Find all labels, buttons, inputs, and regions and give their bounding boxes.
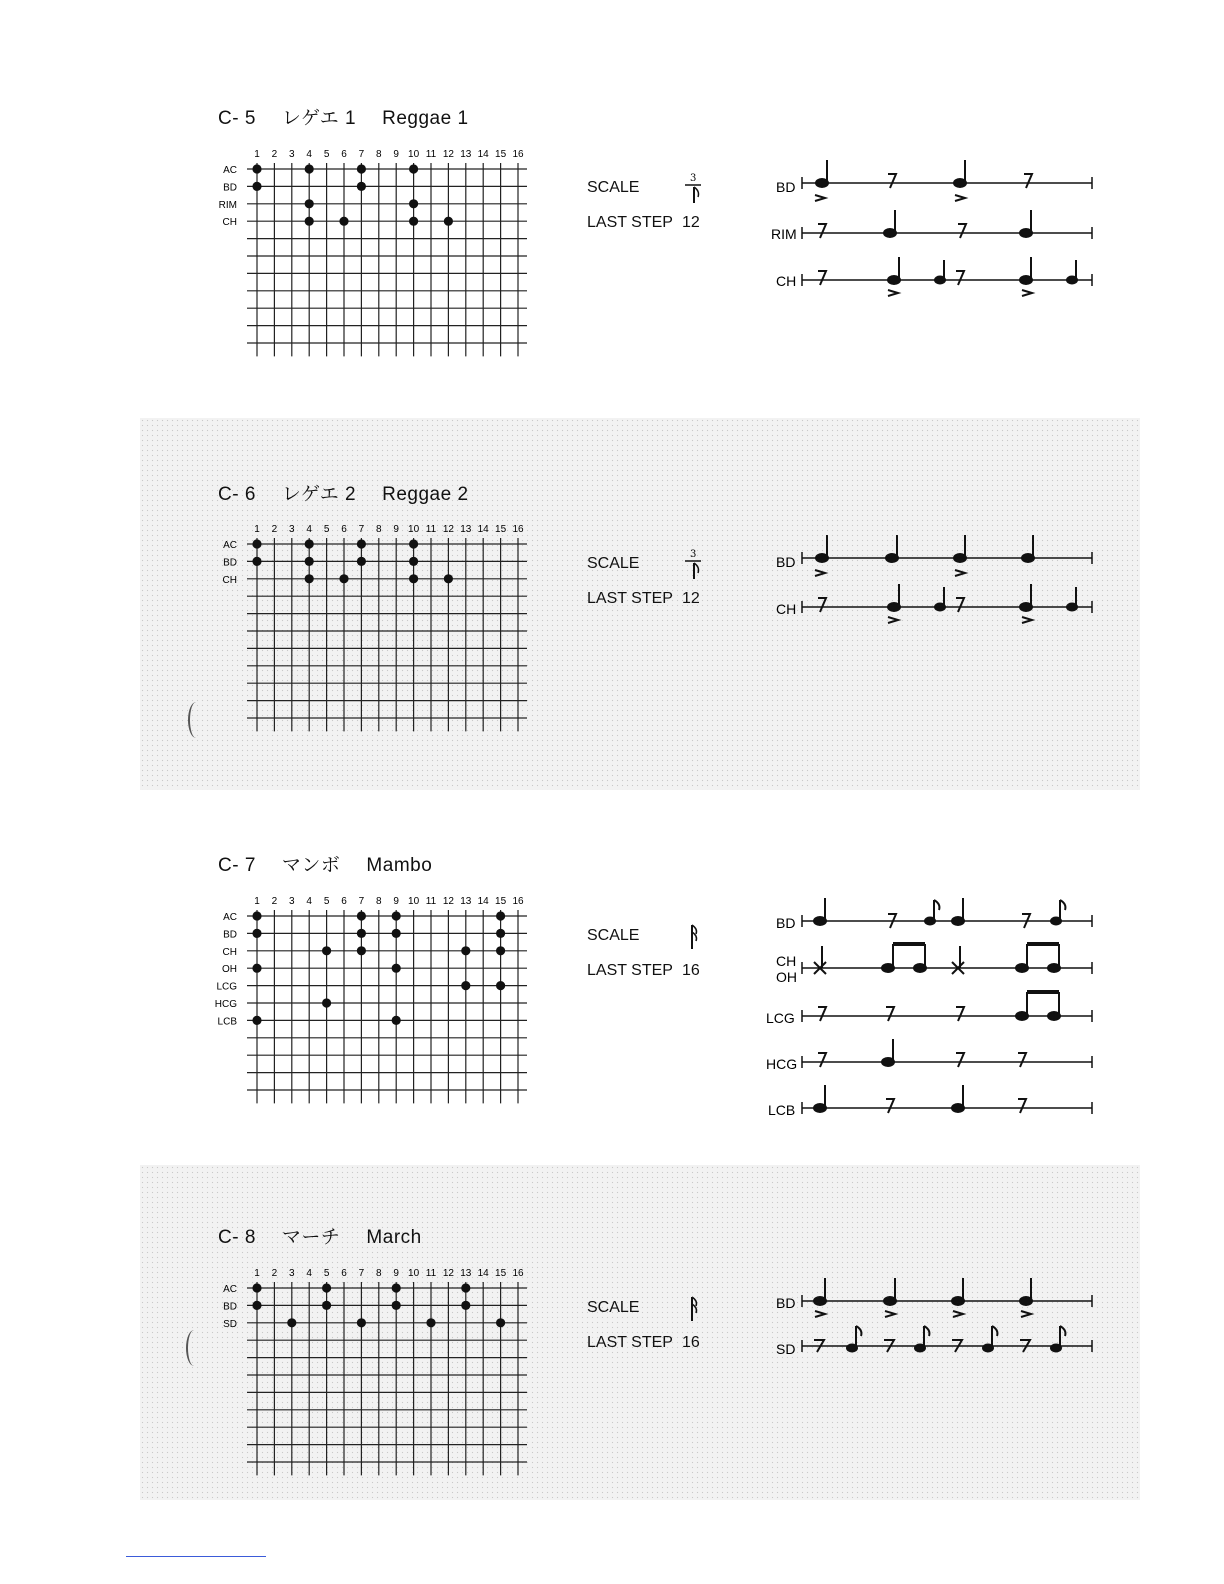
instrument-label: AC	[223, 1284, 237, 1295]
step-number: 11	[425, 149, 437, 160]
step-dot	[322, 1283, 331, 1292]
section-title	[218, 103, 495, 130]
triplet-eighth-note-icon	[682, 171, 704, 205]
step-dot	[409, 199, 418, 208]
step-dot	[357, 946, 366, 955]
step-dot	[444, 217, 453, 226]
step-dot	[252, 1283, 261, 1292]
step-number: 2	[271, 149, 278, 160]
scale-label: SCALE	[587, 554, 640, 572]
step-dot	[357, 929, 366, 938]
scale-label: SCALE	[587, 926, 640, 944]
step-number: 10	[408, 524, 420, 535]
step-number: 14	[477, 1268, 489, 1279]
step-grid	[215, 892, 535, 1107]
staff-label-bd: BD	[776, 554, 796, 570]
punch-hole-mark	[186, 1330, 202, 1366]
step-grid	[215, 1264, 535, 1479]
staff-label-lcg: LCG	[766, 1010, 795, 1026]
pattern-code: C- 7	[218, 855, 256, 876]
step-dot	[322, 1301, 331, 1310]
step-dot	[496, 981, 505, 990]
step-number: 15	[495, 896, 507, 907]
step-number: 4	[306, 524, 312, 535]
step-number: 8	[376, 524, 382, 535]
step-dot	[252, 539, 261, 548]
step-dot	[392, 929, 401, 938]
pattern-name-jp: マンボ	[281, 855, 341, 876]
sixteenth-note-icon	[682, 1291, 704, 1325]
instrument-label: HCG	[215, 999, 237, 1010]
pattern-info	[587, 918, 704, 988]
step-number: 8	[376, 149, 382, 160]
step-number: 13	[460, 896, 472, 907]
step-dot	[287, 1318, 296, 1327]
step-dot	[444, 574, 453, 583]
last-step-value: 12	[682, 213, 700, 231]
step-number: 16	[512, 149, 524, 160]
step-dot	[426, 1318, 435, 1327]
step-dot	[252, 164, 261, 173]
instrument-label: AC	[223, 912, 237, 923]
step-dot	[305, 574, 314, 583]
step-number: 13	[460, 1268, 472, 1279]
instrument-label: CH	[222, 946, 237, 958]
step-number: 6	[341, 896, 347, 907]
step-dot	[461, 981, 470, 990]
step-dot	[496, 911, 505, 920]
step-number: 13	[460, 149, 472, 160]
step-grid	[215, 520, 535, 735]
step-dot	[496, 946, 505, 955]
step-number: 7	[358, 149, 365, 160]
step-dot	[252, 1301, 261, 1310]
instrument-label: BD	[223, 929, 237, 941]
step-dot	[357, 539, 366, 548]
step-number: 11	[425, 1268, 437, 1279]
step-dot	[392, 1283, 401, 1292]
step-number: 11	[425, 896, 437, 907]
step-dot	[357, 911, 366, 920]
step-number: 7	[358, 896, 365, 907]
instrument-label: CH	[222, 574, 237, 586]
step-dot	[252, 182, 261, 191]
step-dot	[409, 217, 418, 226]
step-dot	[392, 911, 401, 920]
pattern-name-jp: レゲエ 1	[281, 108, 357, 129]
step-number: 3	[289, 896, 295, 907]
staff-label-ch: CH	[776, 601, 797, 617]
instrument-label: RIM	[218, 199, 237, 211]
step-dot	[357, 182, 366, 191]
step-number: 6	[341, 1268, 347, 1279]
step-number: 9	[393, 896, 399, 907]
instrument-label: BD	[223, 557, 237, 569]
punch-hole-mark	[188, 702, 204, 738]
step-number: 11	[425, 524, 437, 535]
step-number: 4	[306, 149, 312, 160]
step-number: 15	[495, 524, 507, 535]
step-dot	[409, 539, 418, 548]
pattern-name-jp: レゲエ 2	[281, 484, 357, 505]
step-number: 15	[495, 149, 507, 160]
instrument-label: AC	[223, 165, 237, 176]
svg-text:3: 3	[690, 172, 697, 184]
step-number: 7	[358, 1268, 365, 1279]
step-number: 16	[512, 524, 524, 535]
step-dot	[409, 574, 418, 583]
step-number: 2	[271, 896, 278, 907]
staff-label-bd: BD	[776, 1295, 796, 1311]
notation-staves	[760, 525, 1100, 645]
last-step-label: LAST STEP	[587, 213, 673, 231]
staff-label-bd: BD	[776, 915, 796, 931]
last-step-value: 16	[682, 1333, 700, 1351]
pattern-code: C- 6	[218, 484, 256, 505]
step-dot	[252, 911, 261, 920]
sixteenth-note-icon	[682, 919, 704, 953]
step-number: 7	[358, 524, 365, 535]
step-number: 12	[442, 524, 454, 535]
step-dot	[252, 929, 261, 938]
step-number: 4	[306, 1268, 312, 1279]
step-dot	[322, 946, 331, 955]
footnote-rule	[126, 1556, 266, 1557]
step-number: 10	[408, 149, 420, 160]
step-dot	[305, 539, 314, 548]
staff-label-ch: CH	[776, 953, 797, 969]
step-dot	[357, 557, 366, 566]
step-number: 16	[512, 1268, 524, 1279]
staff-label-sd: SD	[776, 1341, 796, 1357]
step-dot	[339, 217, 348, 226]
step-dot	[496, 1318, 505, 1327]
scale-label: SCALE	[587, 1298, 640, 1316]
step-grid	[215, 145, 535, 360]
step-number: 5	[323, 149, 330, 160]
step-number: 8	[376, 896, 382, 907]
notation-staves	[760, 1268, 1100, 1378]
last-step-label: LAST STEP	[587, 589, 673, 607]
step-dot	[409, 557, 418, 566]
pattern-code: C- 5	[218, 108, 256, 129]
step-number: 10	[408, 1268, 420, 1279]
staff-label-oh: OH	[776, 969, 797, 985]
staff-label-lcb: LCB	[768, 1102, 796, 1118]
step-number: 6	[341, 149, 347, 160]
step-number: 16	[512, 896, 524, 907]
pattern-code: C- 8	[218, 1227, 256, 1248]
step-number: 5	[323, 1268, 330, 1279]
step-number: 14	[477, 896, 489, 907]
step-number: 14	[477, 149, 489, 160]
step-number: 12	[442, 149, 454, 160]
instrument-label: CH	[222, 217, 237, 229]
step-number: 2	[271, 1268, 278, 1279]
pattern-info	[587, 170, 704, 240]
instrument-label: BD	[223, 1301, 237, 1313]
last-step-label: LAST STEP	[587, 1333, 673, 1351]
step-dot	[461, 946, 470, 955]
step-number: 5	[323, 524, 330, 535]
step-number: 3	[289, 1268, 295, 1279]
last-step-value: 12	[682, 589, 700, 607]
pattern-name-jp: マーチ	[281, 1227, 341, 1248]
step-number: 1	[254, 149, 260, 160]
section-title	[218, 479, 495, 506]
step-dot	[392, 964, 401, 973]
step-dot	[305, 164, 314, 173]
step-number: 3	[289, 524, 295, 535]
step-number: 1	[254, 1268, 260, 1279]
section-title	[218, 1222, 448, 1249]
step-number: 8	[376, 1268, 382, 1279]
notation-staves	[760, 888, 1100, 1123]
instrument-label: BD	[223, 182, 237, 194]
pattern-name-en: March	[366, 1227, 422, 1248]
scale-label: SCALE	[587, 178, 640, 196]
step-dot	[496, 929, 505, 938]
step-number: 12	[442, 896, 454, 907]
step-number: 9	[393, 149, 399, 160]
pattern-info	[587, 1290, 704, 1360]
step-dot	[461, 1301, 470, 1310]
step-dot	[339, 574, 348, 583]
pattern-name-en: Reggae 1	[382, 108, 469, 129]
step-number: 2	[271, 524, 278, 535]
last-step-label: LAST STEP	[587, 961, 673, 979]
step-dot	[305, 199, 314, 208]
pattern-name-en: Mambo	[366, 855, 433, 876]
step-dot	[357, 164, 366, 173]
step-number: 9	[393, 524, 399, 535]
step-number: 9	[393, 1268, 399, 1279]
step-dot	[357, 1318, 366, 1327]
instrument-label: OH	[222, 964, 237, 976]
step-number: 14	[477, 524, 489, 535]
step-dot	[409, 164, 418, 173]
step-dot	[392, 1016, 401, 1025]
instrument-label: SD	[223, 1318, 237, 1330]
step-dot	[305, 557, 314, 566]
svg-text:3: 3	[690, 548, 697, 560]
instrument-label: AC	[223, 540, 237, 551]
instrument-label: LCB	[217, 1016, 237, 1028]
step-dot	[305, 217, 314, 226]
last-step-value: 16	[682, 961, 700, 979]
step-number: 1	[254, 896, 260, 907]
step-dot	[461, 1283, 470, 1292]
step-dot	[392, 1301, 401, 1310]
step-number: 4	[306, 896, 312, 907]
notation-staves	[760, 150, 1100, 315]
pattern-info	[587, 546, 704, 616]
staff-label-rim: RIM	[771, 226, 797, 242]
step-dot	[322, 998, 331, 1007]
staff-label-ch: CH	[776, 273, 797, 289]
section-title	[218, 850, 458, 877]
triplet-eighth-note-icon	[682, 547, 704, 581]
step-number: 10	[408, 896, 420, 907]
step-number: 3	[289, 149, 295, 160]
step-number: 5	[323, 896, 330, 907]
staff-label-hcg: HCG	[766, 1056, 798, 1072]
step-number: 15	[495, 1268, 507, 1279]
step-dot	[252, 964, 261, 973]
instrument-label: LCG	[216, 981, 237, 993]
step-number: 13	[460, 524, 472, 535]
staff-label-bd: BD	[776, 179, 796, 195]
step-number: 12	[442, 1268, 454, 1279]
step-dot	[252, 557, 261, 566]
pattern-name-en: Reggae 2	[382, 484, 469, 505]
step-dot	[252, 1016, 261, 1025]
step-number: 1	[254, 524, 260, 535]
step-number: 6	[341, 524, 347, 535]
